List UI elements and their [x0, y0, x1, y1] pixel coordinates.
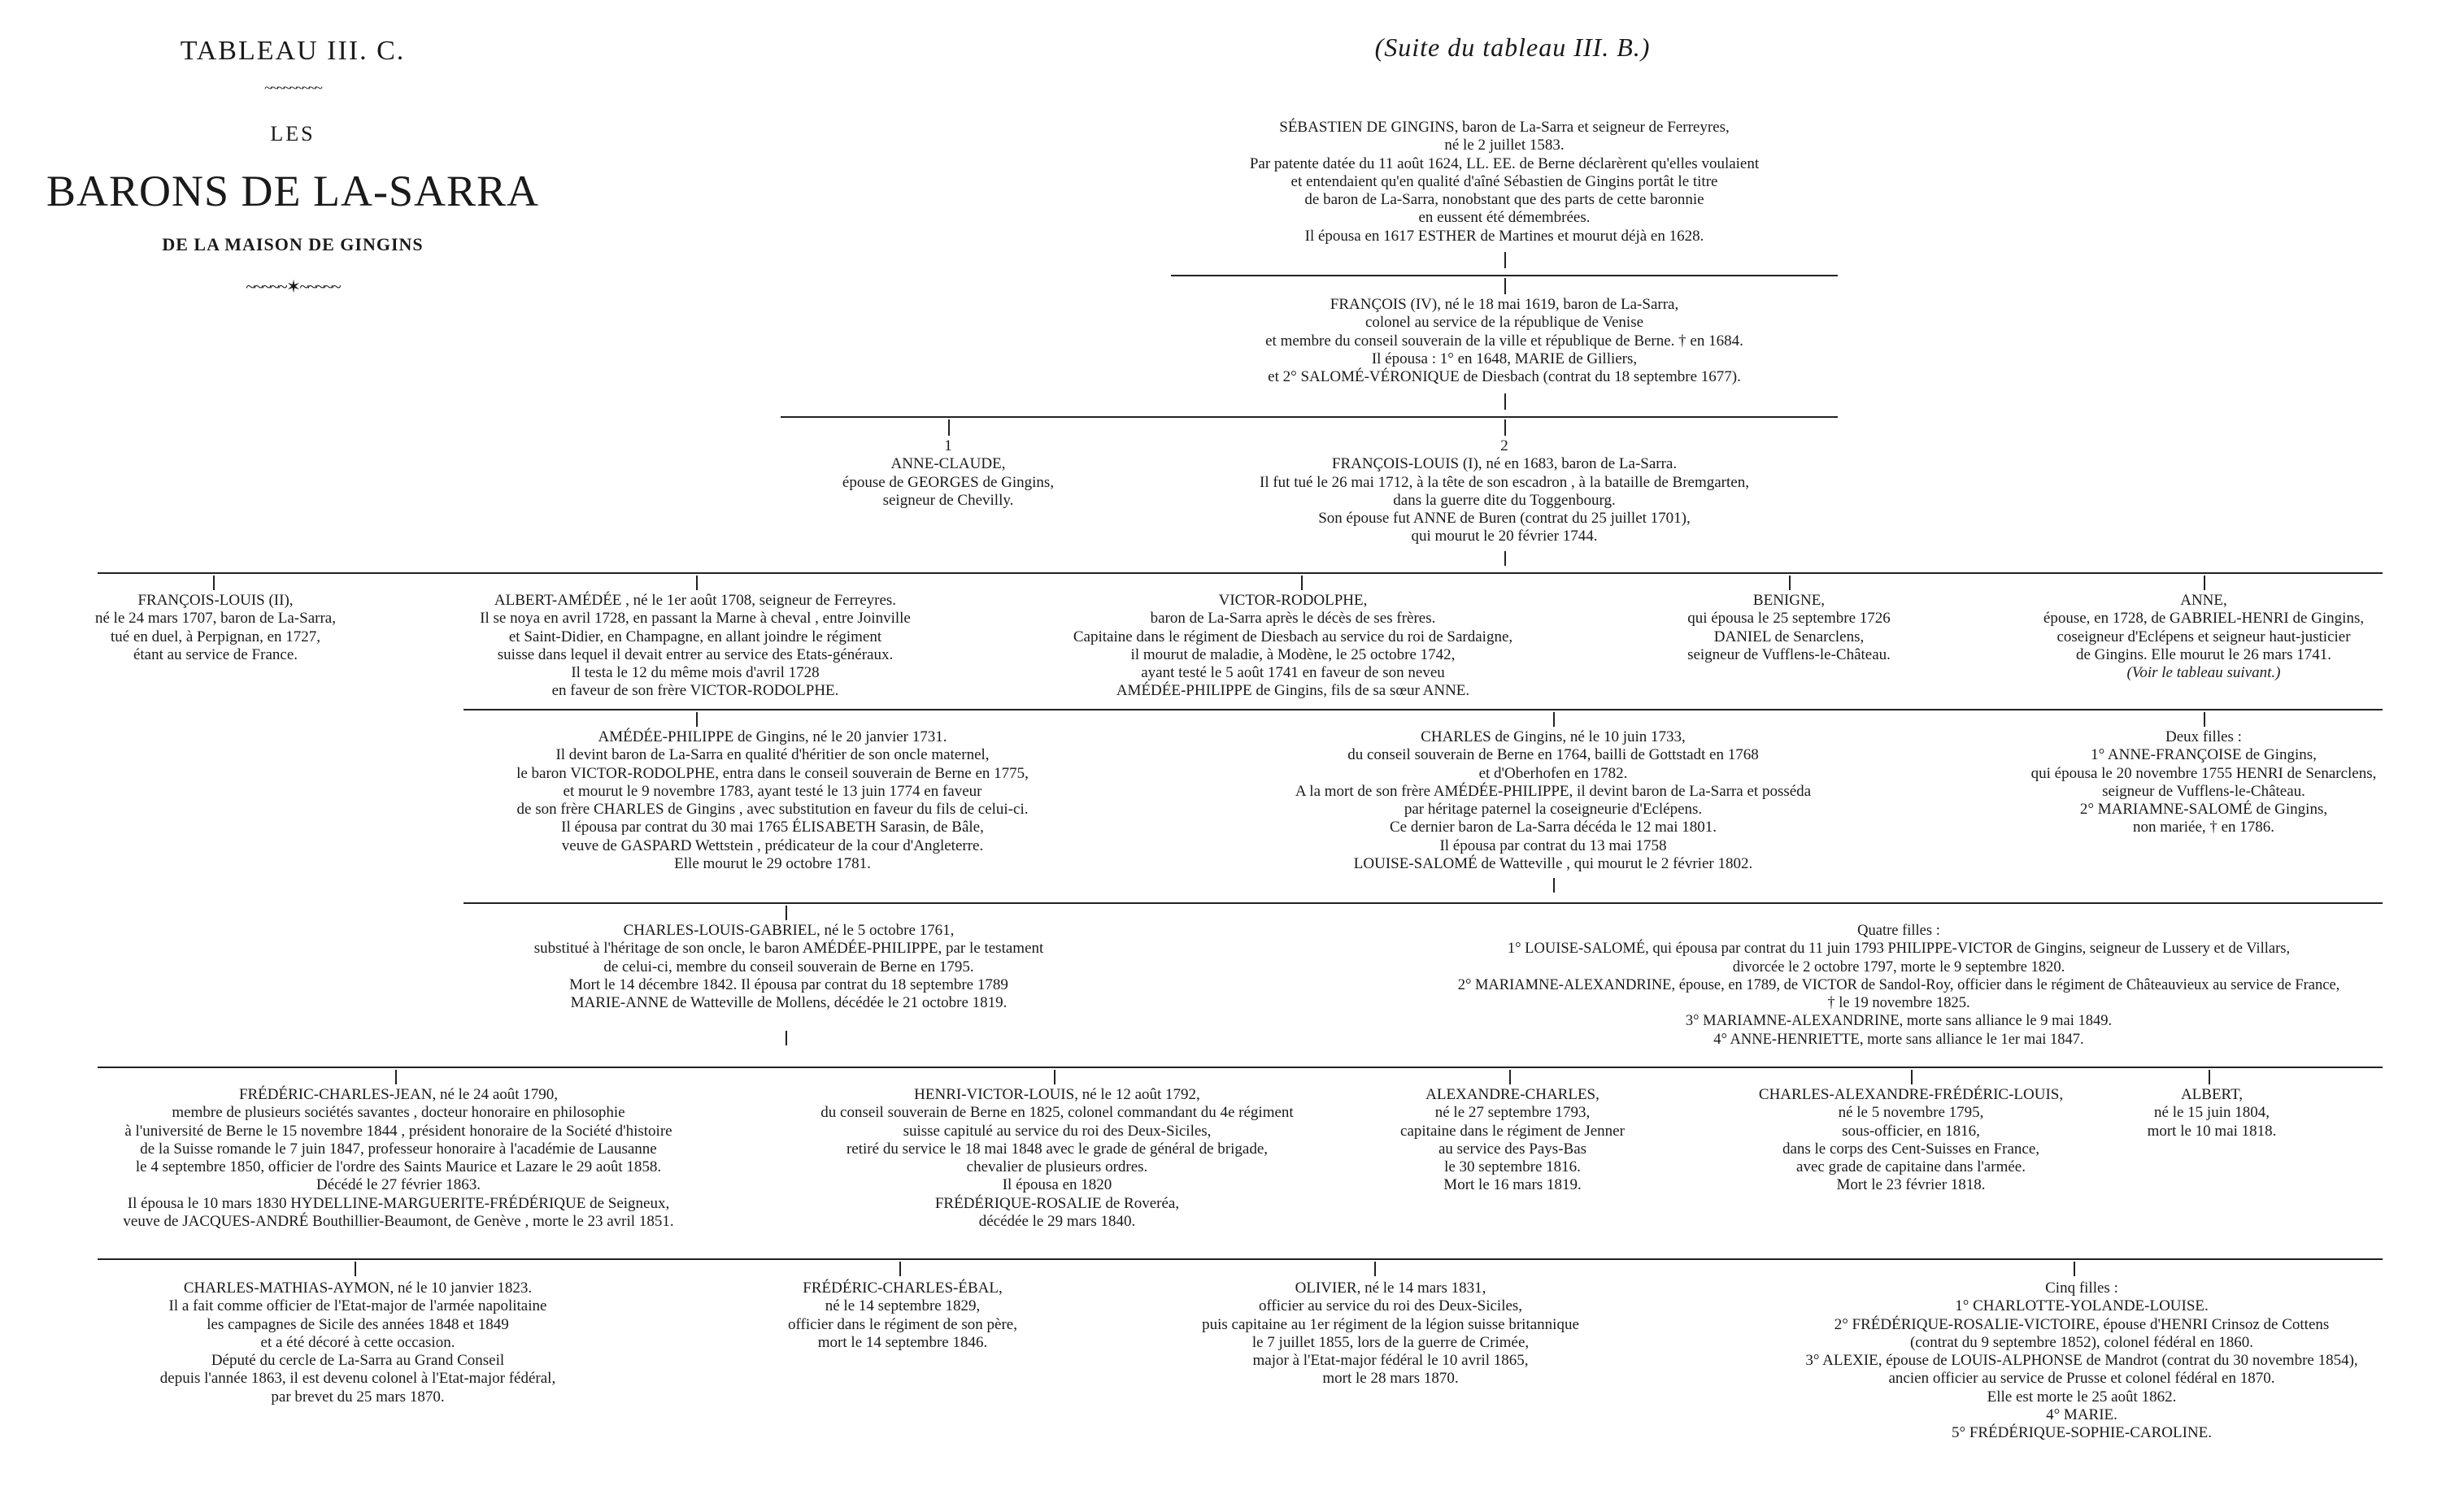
connector: [2074, 1262, 2075, 1276]
connector: [696, 712, 698, 727]
person-amedee-philippe: AMÉDÉE-PHILIPPE de Gingins, né le 20 janvier 1731. Il devint baron de La-Sarra en qualité d'héritier de son oncle maternel, le baron VICTOR-RODOLPHE, entra dans le conseil souverain de Berne en 1775, et mourut le 9 novembre 1783, ayant testé le 13 juin 1774 en faveur de son frère CHARLES de Gingins , avec substitution en faveur du fils de celui-ci. Il épousa par contrat du 30 mai 1765 ÉLISABETH Sarasin, de Bâle, veuve de GASPARD Wettstein , prédicateur de la cour d'Angleterre. Elle mourut le 29 octobre 1781.: [516, 728, 1029, 873]
cinq-filles: Cinq filles : 1° CHARLOTTE-YOLANDE-LOUISE. 2° FRÉDÉRIQUE-ROSALIE-VICTOIRE, épouse d'HENRI Crinsoz de Cottens (contrat du 9 septembre 1852), colonel fédéral en 1860. 3° ALEXIE, épouse de LOUIS-ALPHONSE de Mandrot (contrat du 30 novembre 1854), ancien officier au service de Prusse et colonel fédéral en 1870. Elle est morte le 25 août 1862. 4° MARIE. 5° FRÉDÉRIQUE-SOPHIE-CAROLINE.: [1805, 1280, 2358, 1442]
connector: [1504, 419, 1506, 436]
person-alexandre-charles: ALEXANDRE-CHARLES, né le 27 septembre 1793, capitaine dans le régiment de Jenner au service des Pays-Bas le 30 septembre 1816. Mort le 16 mars 1819.: [1400, 1086, 1625, 1194]
connector: [1504, 278, 1506, 294]
generation-line: [781, 416, 1838, 418]
page-subtitle: DE LA MAISON DE GINGINS: [162, 234, 424, 254]
person-charles-louis-gabriel: CHARLES-LOUIS-GABRIEL, né le 5 octobre 1761, substitué à l'héritage de son oncle, le baron AMÉDÉE-PHILIPPE, par le testament de celui-ci, membre du conseil souverain de Berne en 1795. Mort le 14 décembre 1842. Il épousa par contrat du 18 septembre 1789 MARIE-ANNE de Watteville de Mollens, décédée le 21 octobre 1819.: [533, 922, 1044, 1012]
person-francois-iv: FRANÇOIS (IV), né le 18 mai 1619, baron de La-Sarra, colonel au service de la république de Venise et membre du conseil souverain de la ville et république de Berne. † en 1684. Il épousa : 1° en 1648, MARIE de Gilliers, et 2° SALOMÉ-VÉRONIQUE de Diesbach (contrat du 18 septembre 1677).: [1265, 296, 1743, 386]
ornament-divider: ~~~~~✶~~~~~: [246, 276, 340, 297]
person-victor-rodolphe: VICTOR-RODOLPHE, baron de La-Sarra après le décès de ses frères. Capitaine dans le régiment de Diesbach au service du roi de Sardaigne, il mourut de maladie, à Modène, le 25 octobre 1742, ayant testé le 5 août 1741 en faveur de son neveu AMÉDÉE-PHILIPPE de Gingins, fils de sa sœur ANNE.: [1073, 592, 1513, 700]
tableau-label: TABLEAU III. C.: [180, 36, 406, 66]
connector: [213, 576, 215, 590]
connector: [899, 1262, 901, 1276]
connector: [696, 576, 698, 590]
generation-line: [98, 1067, 2383, 1068]
connector: [1789, 576, 1791, 590]
connector: [1553, 878, 1555, 893]
quatre-filles: Quatre filles : 1° LOUISE-SALOMÉ, qui épousa par contrat du 11 juin 1793 PHILIPPE-VICTOR de Gingins, seigneur de Lussery et de Villars, divorcée le 2 octobre 1797, morte le 9 septembre 1820. 2° MARIAMNE-ALEXANDRINE, épouse, en 1789, de VICTOR de Sandol-Roy, officier dans le régiment de Châteauvieux au service de France, † le 19 novembre 1825. 3° MARIAMNE-ALEXANDRINE, morte sans alliance le 9 mai 1849. 4° ANNE-HENRIETTE, morte sans alliance le 1er mai 1847.: [1457, 923, 2340, 1048]
generation-line: [98, 1258, 2383, 1260]
person-anne: ANNE, épouse, en 1728, de GABRIEL-HENRI de Gingins, coseigneur d'Eclépens et seigneur haut-justicier de Gingins. Elle mourut le 26 mars 1741. (Voir le tableau suivant.): [2043, 592, 2365, 682]
ornament-divider: ~~~~~~~~~: [264, 80, 321, 96]
connector: [355, 1262, 356, 1276]
person-charles-mathias-aymon: CHARLES-MATHIAS-AYMON, né le 10 janvier 1823. Il a fait comme officier de l'Etat-major de l'armée napolitaine les campagnes de Sicile des années 1848 et 1849 et a été décoré à cette occasion. Député du cercle de La-Sarra au Grand Conseil depuis l'année 1863, il est devenu colonel à l'Etat-major fédéral, par brevet du 25 mars 1870.: [159, 1280, 556, 1406]
suite-label: (Suite du tableau III. B.): [1374, 33, 1651, 62]
connector: [2204, 712, 2205, 727]
person-frederic-charles-ebal: FRÉDÉRIC-CHARLES-ÉBAL, né le 14 septembre 1829, officier dans le régiment de son père, mort le 14 septembre 1846.: [788, 1280, 1017, 1351]
connector: [1509, 1070, 1511, 1084]
connector: [1374, 1262, 1376, 1276]
generation-line: [1171, 275, 1838, 276]
person-sebastien: SÉBASTIEN DE GINGINS, baron de La-Sarra et seigneur de Ferreyres, né le 2 juillet 1583. Par patente datée du 11 août 1624, LL. EE. de Berne déclarèrent qu'elles voulaient et entendaient qu'en qualité d'aîné Sébastien de Gingins portât le titre de baron de La-Sarra, nonobstant que des parts de cette baronnie en eussent été démembrées. Il épousa en 1617 ESTHER de Martines et mourut déjà en 1628.: [1249, 119, 1760, 245]
connector: [1911, 1070, 1913, 1084]
generation-line: [464, 902, 2383, 904]
connector: [2209, 1070, 2210, 1084]
person-frederic-charles-jean: FRÉDÉRIC-CHARLES-JEAN, né le 24 août 1790, membre de plusieurs sociétés savantes , docteur honoraire en philosophie à l'université de Berne le 15 novembre 1844 , président honoraire de la Société d'histoire de la Suisse romande le 7 juin 1847, professeur honoraire à l'académie de Lausanne le 4 septembre 1850, officier de l'ordre des Saints Maurice et Lazare le 29 août 1858. Décédé le 27 février 1863. Il épousa le 10 mars 1830 HYDELLINE-MARGUERITE-FRÉDÉRIQUE de Seigneux, veuve de JACQUES-ANDRÉ Bouthillier-Beaumont, de Genève , morte le 23 avril 1851.: [123, 1086, 674, 1231]
person-albert: ALBERT, né le 15 juin 1804, mort le 10 mai 1818.: [2147, 1086, 2277, 1140]
person-francois-louis-ii: FRANÇOIS-LOUIS (II), né le 24 mars 1707, baron de La-Sarra, tué en duel, à Perpignan, en 1727, étant au service de France.: [95, 592, 336, 663]
person-francois-louis-i: 2 FRANÇOIS-LOUIS (I), né en 1683, baron de La-Sarra. Il fut tué le 26 mai 1712, à la tête de son escadron , à la bataille de Bremgarten, dans la guerre dite du Toggenbourg. Son épouse fut ANNE de Buren (contrat du 25 juillet 1701), qui mourut le 20 février 1744.: [1260, 437, 1749, 545]
connector: [786, 1031, 787, 1045]
connector: [1054, 1070, 1055, 1084]
deux-filles: Deux filles : 1° ANNE-FRANÇOISE de Gingins, qui épousa le 20 novembre 1755 HENRI de Senarclens, seigneur de Vufflens-le-Château. 2° MARIAMNE-SALOMÉ de Gingins, non mariée, † en 1786.: [2030, 728, 2377, 836]
connector: [395, 1070, 397, 1084]
connector: [1504, 393, 1506, 410]
generation-line: [98, 572, 2383, 574]
generation-line: [464, 709, 2383, 710]
connector: [1301, 576, 1303, 590]
person-anne-claude: 1 ANNE-CLAUDE, épouse de GEORGES de Gingins, seigneur de Chevilly.: [842, 437, 1055, 509]
person-charles: CHARLES de Gingins, né le 10 juin 1733, du conseil souverain de Berne en 1764, bailli de Gottstadt en 1768 et d'Oberhofen en 1782. A la mort de son frère AMÉDÉE-PHILIPPE, il devint baron de La-Sarra et posséda par héritage paternel la coseigneurie d'Eclépens. Ce dernier baron de La-Sarra décéda le 12 mai 1801. Il épousa par contrat du 13 mai 1758 LOUISE-SALOMÉ de Watteville , qui mourut le 2 février 1802.: [1295, 728, 1812, 873]
connector: [2204, 576, 2205, 590]
person-benigne: BENIGNE, qui épousa le 25 septembre 1726 DANIEL de Senarclens, seigneur de Vufflens-le-Château.: [1687, 592, 1891, 663]
connector: [1504, 551, 1506, 566]
connector: [1553, 712, 1555, 727]
person-albert-amedee: ALBERT-AMÉDÉE , né le 1er août 1708, seigneur de Ferreyres. Il se noya en avril 1728, en passant la Marne à cheval , entre Joinville et Saint-Didier, en Champagne, en allant joindre le régiment suisse dans lequel il devait entrer au service des Etats-généraux. Il testa le 12 du même mois d'avril 1728 en faveur de son frère VICTOR-RODOLPHE.: [480, 592, 911, 700]
connector: [1504, 252, 1506, 268]
connector: [948, 419, 950, 436]
person-charles-alexandre-frederic-louis: CHARLES-ALEXANDRE-FRÉDÉRIC-LOUIS, né le 5 novembre 1795, sous-officier, en 1816, dans le corps des Cent-Suisses en France, avec grade de capitaine dans l'armée. Mort le 23 février 1818.: [1758, 1086, 2064, 1194]
connector: [786, 906, 787, 920]
person-olivier: OLIVIER, né le 14 mars 1831, officier au service du roi des Deux-Siciles, puis capitaine au 1er régiment de la légion suisse britannique le 7 juillet 1855, lors de la guerre de Crimée, major à l'Etat-major fédéral le 10 avril 1865, mort le 28 mars 1870.: [1202, 1280, 1579, 1388]
person-henri-victor-louis: HENRI-VICTOR-LOUIS, né le 12 août 1792, du conseil souverain de Berne en 1825, colonel commandant du 4e régiment suisse capitulé au service du roi des Deux-Siciles, retiré du service le 18 mai 1848 avec le grade de général de brigade, chevalier de plusieurs ordres. Il épousa en 1820 FRÉDÉRIQUE-ROSALIE de Roveréa, décédée le 29 mars 1840.: [820, 1086, 1294, 1231]
page-title: BARONS DE LA-SARRA: [46, 167, 540, 215]
les-label: LES: [270, 122, 316, 146]
